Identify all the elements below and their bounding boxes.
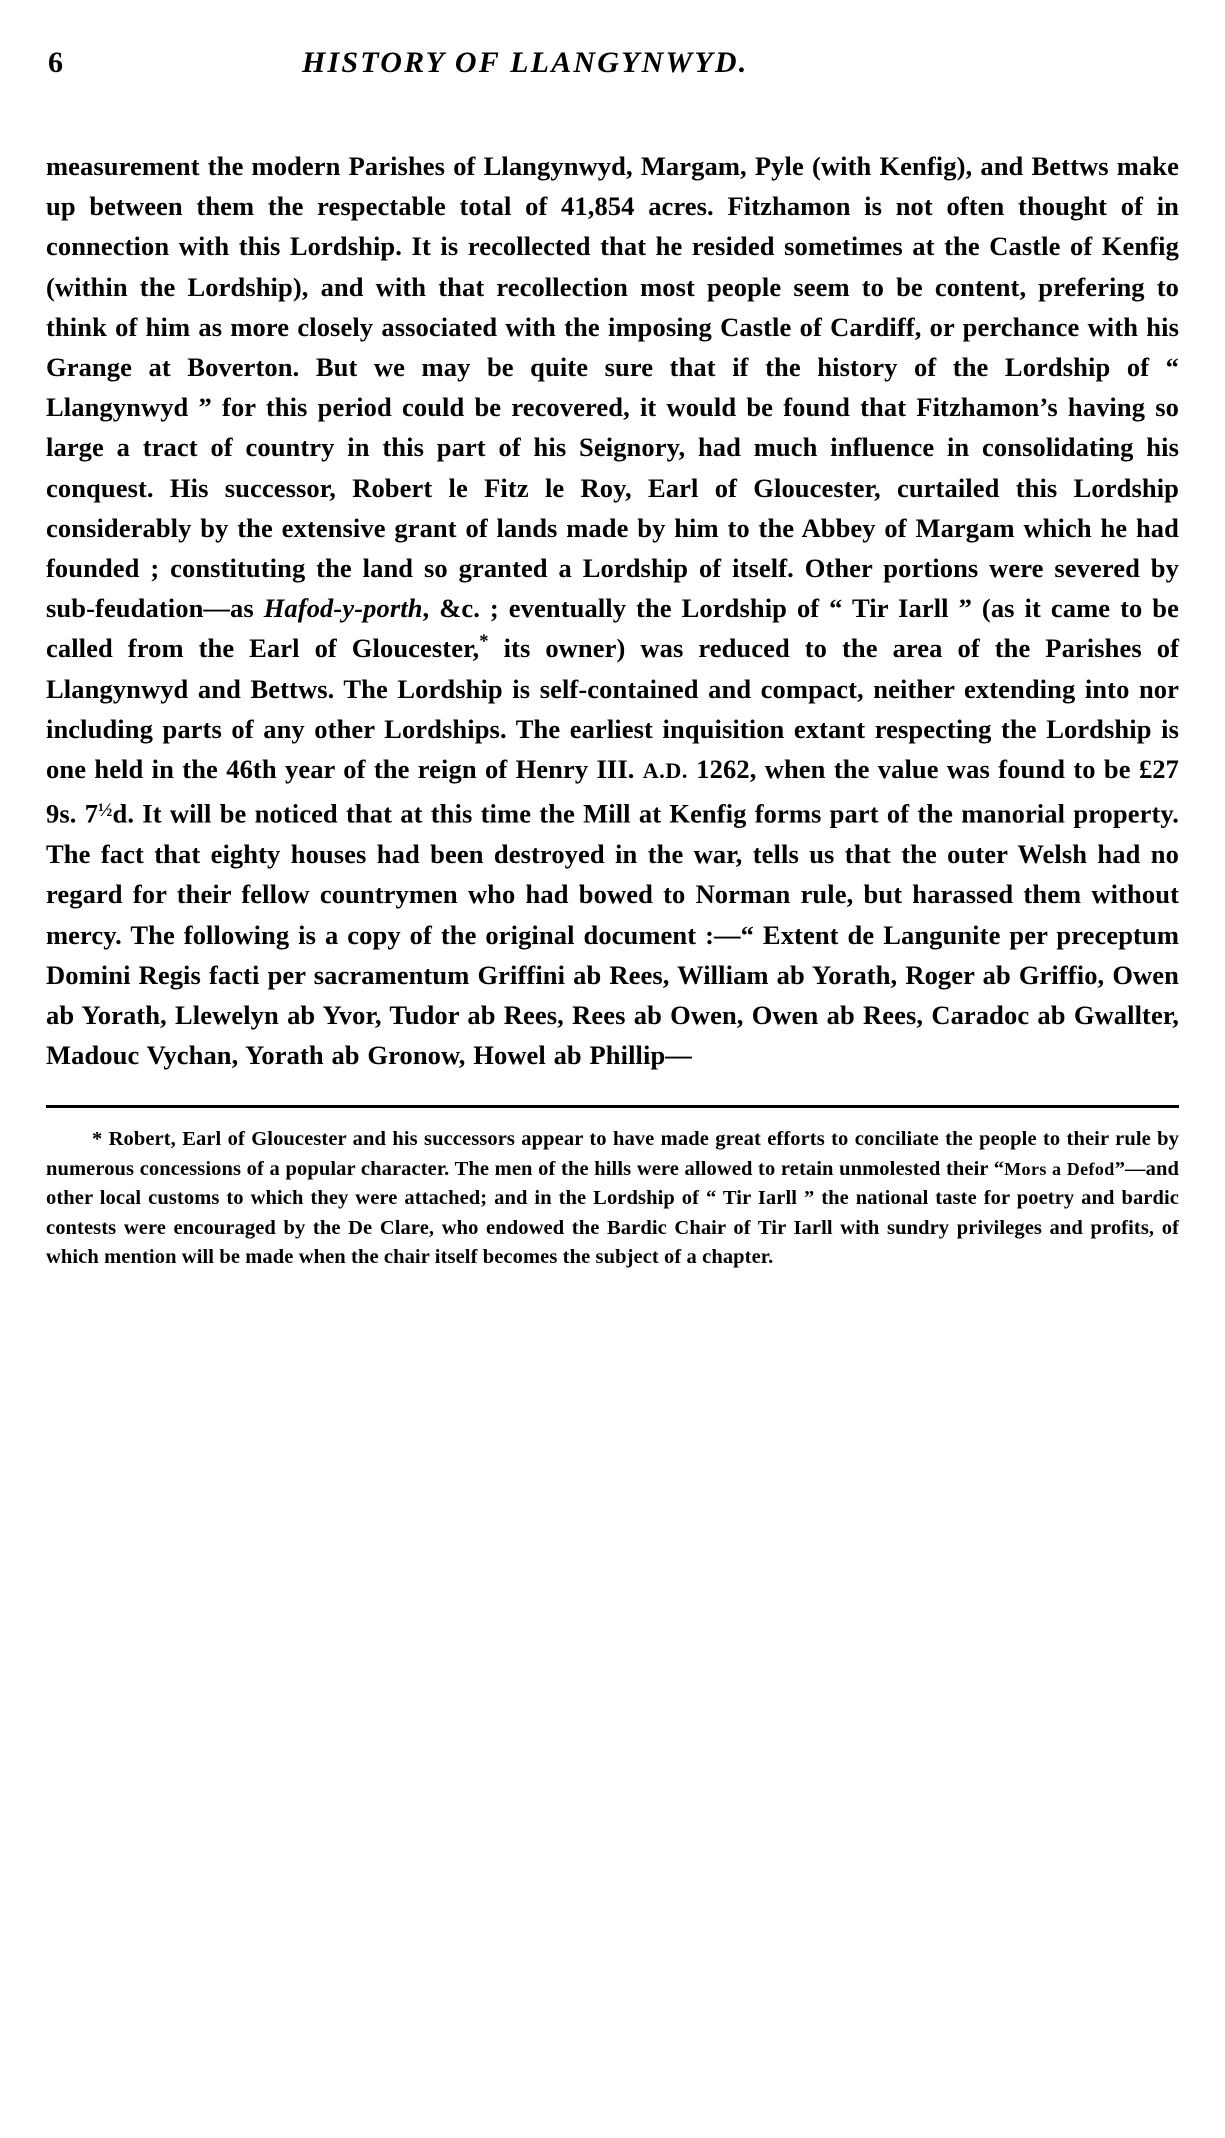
paragraph-segment-4: 1262, when the value was found to be £27 9s. 7 [46, 754, 1179, 829]
footnote-reference-marker: * [479, 631, 489, 653]
page-header [44, 46, 1181, 120]
italic-term: Hafod-y-porth [263, 593, 423, 624]
footnote-segment-2: ”—and other local customs to which they were attached; and in the Lordship of “ Tir Iarll ” the national taste for poetry and bardic contests were encouraged by the De Clare, who endowed the Bardic Chair of Tir Iarll with sundry privileges and profits, of which mention will be made when the chair itself becomes the subject of a chapter. [46, 1157, 1179, 1269]
paragraph-segment-3: its owner) was reduced to the area of the Parishes of Llangynwyd and Bettws. The Lordship is self-contained and compact, neither extending into nor including parts of any other Lordships. The earliest inquisition extant respecting the Lordship is one held in the 46th year of the reign of Henry III. [46, 633, 1179, 785]
paragraph-segment-2: , &c. ; eventually the Lordship of “ Tir Iarll ” (as it came to be called from the Earl of Gloucester, [46, 593, 1179, 664]
small-caps-ad: A.D. [642, 758, 688, 784]
running-title: HISTORY OF LLANGYNWYD. [302, 46, 749, 79]
footnote-divider [46, 1105, 1179, 1108]
paragraph-segment-1: measurement the modern Parishes of Llangynwyd, Margam, Pyle (with Kenfig), and Bettws make up between them the respectable total of 41,854 acres. Fitzhamon is not often thought of in connection with this Lordship. It is recollected that he resided sometimes at the Castle of Kenfig (within the Lordship), and with that recollection most people seem to be content, prefering to think of him as more closely associated with the imposing Castle of Cardiff, or perchance with his Grange at Boverton. But we may be quite sure that if the history of the Lordship of “ Llangynwyd ” for this period could be recovered, it would be found that Fitzhamon’s having so large a tract of country in this part of his Seignory, had much influence in consolidating his conquest. His successor, Robert le Fitz le Roy, Earl of Gloucester, curtailed this Lordship considerably by the extensive grant of lands made by him to the Abbey of Margam which he had founded ; constituting the land so granted a Lordship of itself. Other portions were severed by sub-feudation—as [46, 151, 1179, 624]
footnote-marker: * [92, 1128, 103, 1151]
footnote-text [46, 1125, 1179, 1273]
footnote-segment-1: Robert, Earl of Gloucester and his successors appear to have made great efforts to conciliate the people to their rule by numerous concessions of a popular character. The men of the hills were allowed to retain unmolested their “ [46, 1128, 1179, 1180]
footnote-small-caps-phrase: Mors a Defod [1004, 1158, 1115, 1179]
paragraph-segment-5: d. It will be noticed that at this time the Mill at Kenfig forms part of the manorial property. The fact that eighty houses had been destroyed in the war, tells us that the outer Welsh had no regard for their fellow countrymen who had bowed to Norman rule, but harassed them without mercy. The following is a copy of the original document :—“ Extent de Langunite per preceptum Domini Regis facti per sacramentum Griffini ab Rees, William ab Yorath, Roger ab Griffio, Owen ab Yorath, Llewelyn ab Yvor, Tudor ab Rees, Rees ab Owen, Owen ab Rees, Caradoc ab Gwallter, Madouc Vychan, Yorath ab Gronow, Howel ab Phillip— [46, 798, 1179, 1071]
body-text [46, 146, 1179, 1075]
fraction-glyph: ½ [98, 800, 113, 822]
page-number: 6 [48, 46, 63, 79]
